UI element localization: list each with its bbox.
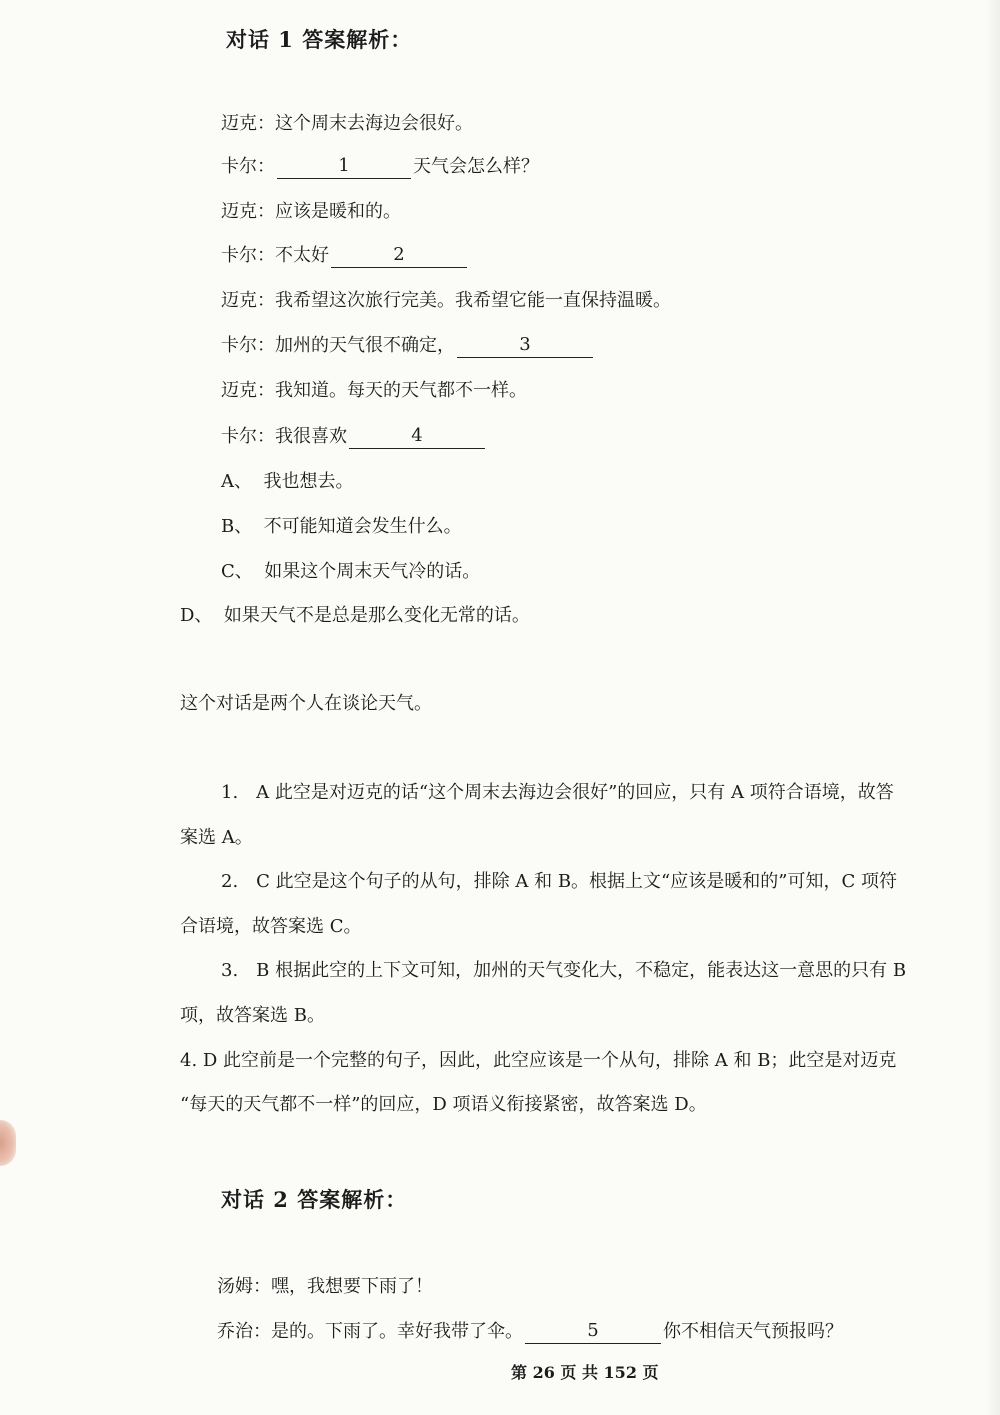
dialogue1-heading: 对话 1 答案解析： [226, 27, 413, 52]
finger-edge [0, 1120, 16, 1166]
answer-blank: 3 [457, 333, 593, 358]
page-number: 第 26 页 共 152 页 [511, 1363, 659, 1382]
dialogue-line: 乔治：是的。下雨了。幸好我带了伞。 5 你不相信天气预报吗？ [217, 1320, 843, 1342]
option-c: C、 如果这个周末天气冷的话。 [221, 561, 481, 582]
dialogue-line: 卡尔：不太好 2 [221, 244, 469, 269]
option-b: B、 不可能知道会发生什么。 [221, 516, 462, 537]
dialogue-line: 迈克：这个周末去海边会很好。 [221, 113, 473, 134]
explanation-2-line2: 合语境，故答案选 C。 [180, 916, 362, 937]
answer-blank: 5 [525, 1319, 661, 1344]
option-d: D、 如果天气不是总是那么变化无常的话。 [180, 605, 530, 626]
dialogue-line: 卡尔：我很喜欢 4 [221, 425, 487, 450]
dialogue-line: 迈克：我知道。每天的天气都不一样。 [221, 380, 527, 401]
explanation-1-line1: 1. A 此空是对迈克的话“这个周末去海边会很好”的回应，只有 A 项符合语境，故答 [221, 782, 894, 803]
explanation-3-line1: 3. B 根据此空的上下文可知，加州的天气变化大，不稳定，能表达这一意思的只有 B [221, 960, 907, 981]
explanation-4-line2: “每天的天气都不一样”的回应，D 项语义衔接紧密，故答案选 D。 [180, 1094, 707, 1115]
answer-blank: 2 [331, 243, 467, 268]
dialogue-line: 迈克：我希望这次旅行完美。我希望它能一直保持温暖。 [221, 290, 671, 311]
answer-blank: 4 [349, 424, 485, 449]
dialogue-line: 卡尔： 1 天气会怎么样？ [221, 155, 539, 177]
explanation-3-line2: 项，故答案选 B。 [180, 1005, 325, 1026]
dialogue-line: 卡尔：加州的天气很不确定， 3 [221, 334, 595, 359]
dialogue-summary: 这个对话是两个人在谈论天气。 [180, 693, 432, 714]
explanation-2-line1: 2. C 此空是这个句子的从句，排除 A 和 B。根据上文“应该是暖和的”可知，C 项符 [221, 871, 897, 892]
option-a: A、 我也想去。 [221, 471, 354, 492]
explanation-4-line1: 4. D 此空前是一个完整的句子，因此，此空应该是一个从句，排除 A 和 B；此空是对迈克 [180, 1050, 897, 1071]
page-edge-shadow [986, 0, 1000, 1415]
dialogue2-heading: 对话 2 答案解析： [221, 1187, 408, 1212]
explanation-1-line2: 案选 A。 [180, 827, 253, 848]
answer-blank: 1 [277, 154, 411, 179]
dialogue-line: 迈克：应该是暖和的。 [221, 201, 401, 222]
dialogue-line: 汤姆：嘿，我想要下雨了！ [217, 1276, 433, 1297]
